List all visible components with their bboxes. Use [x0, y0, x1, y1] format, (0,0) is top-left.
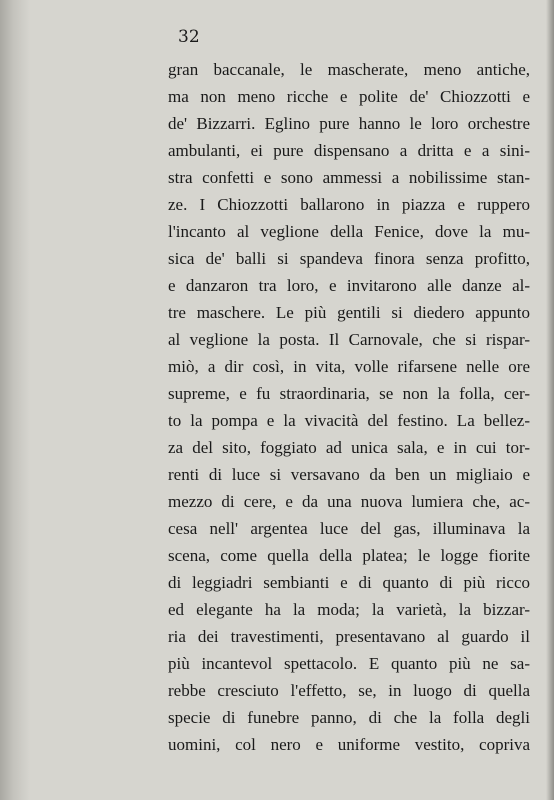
- text-line: za del sito, foggiato ad unica sala, e in cui tor-: [168, 438, 530, 457]
- text-line: di leggiadri sembianti e di quanto di più ricco: [168, 573, 530, 592]
- binding-shadow: [0, 0, 30, 800]
- text-line: ze. I Chiozzotti ballarono in piazza e ruppero: [168, 195, 530, 214]
- text-line: più incantevol spettacolo. E quanto più ne sa-: [168, 654, 530, 673]
- text-line: to la pompa e la vivacità del festino. La bellez-: [168, 411, 530, 430]
- text-line: ed elegante ha la moda; la varietà, la bizzar-: [168, 600, 530, 619]
- text-line: cesa nell' argentea luce del gas, illuminava la: [168, 519, 530, 538]
- text-line: tre maschere. Le più gentili si diedero appunto: [168, 303, 530, 322]
- text-line: al veglione la posta. Il Carnovale, che si rispar-: [168, 330, 530, 349]
- text-line: uomini, col nero e uniforme vestito, copriva: [168, 735, 530, 754]
- text-line: stra confetti e sono ammessi a nobilissime stan-: [168, 168, 530, 187]
- page-number: 32: [178, 27, 200, 47]
- text-line: ma non meno ricche e polite de' Chiozzotti e: [168, 87, 530, 106]
- text-line: rebbe cresciuto l'effetto, se, in luogo di quella: [168, 681, 530, 700]
- text-line: ambulanti, ei pure dispensano a dritta e a sini-: [168, 141, 530, 160]
- text-line: scena, come quella della platea; le logge fiorite: [168, 546, 530, 565]
- text-line: l'incanto al veglione della Fenice, dove la mu-: [168, 222, 530, 241]
- text-line: miò, a dir così, in vita, volle rifarsene nelle ore: [168, 357, 530, 376]
- text-line: de' Bizzarri. Eglino pure hanno le loro orchestre: [168, 114, 530, 133]
- text-line: sica de' balli si spandeva finora senza profitto,: [168, 249, 530, 268]
- text-line: renti di luce si versavano da ben un migliaio e: [168, 465, 530, 484]
- text-line: specie di funebre panno, di che la folla degli: [168, 708, 530, 727]
- body-text: [168, 56, 530, 758]
- text-line: ria dei travestimenti, presentavano al guardo il: [168, 627, 530, 646]
- text-line: mezzo di cere, e da una nuova lumiera che, ac-: [168, 492, 530, 511]
- text-line: gran baccanale, le mascherate, meno antiche,: [168, 60, 530, 79]
- text-line: supreme, e fu straordinaria, se non la folla, cer-: [168, 384, 530, 403]
- text-line: e danzaron tra loro, e invitarono alle danze al-: [168, 276, 530, 295]
- page-edge: [546, 0, 554, 800]
